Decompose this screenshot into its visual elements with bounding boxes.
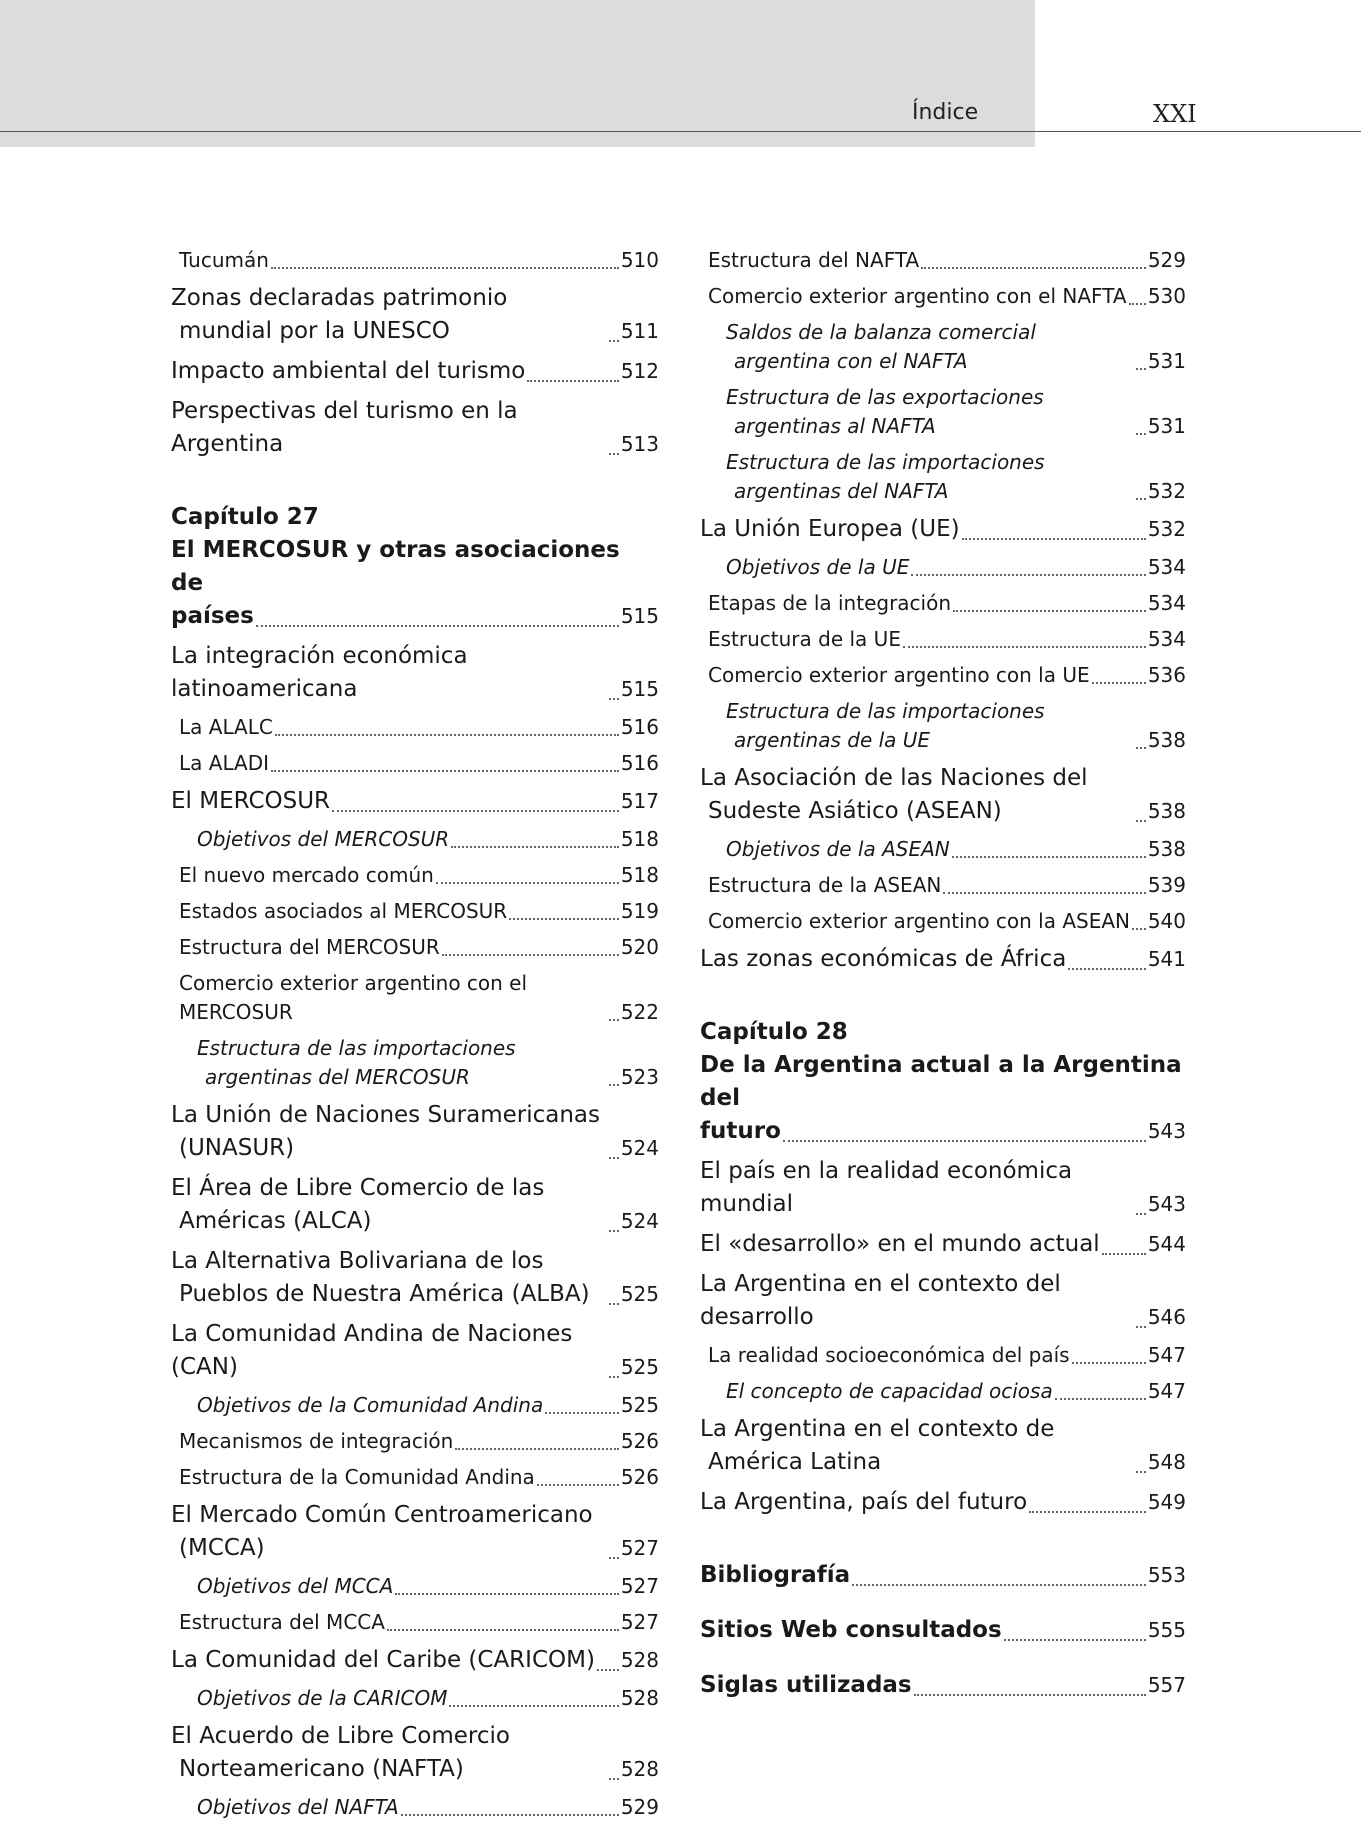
- toc-entry[interactable]: Estructura de las importaciones argentinas del MERCOSUR 523: [197, 1036, 659, 1089]
- toc-entry-acronyms[interactable]: Siglas utilizadas 557: [700, 1672, 1186, 1698]
- toc-entry-bibliography[interactable]: Bibliografía 553: [700, 1562, 1186, 1588]
- toc-entry[interactable]: Objetivos del NAFTA 529: [197, 1795, 659, 1819]
- header-band: [0, 0, 1035, 147]
- toc-entry[interactable]: Impacto ambiental del turismo 512: [171, 358, 659, 384]
- toc-entry[interactable]: Estructura del MERCOSUR 520: [179, 935, 659, 959]
- chapter-title-line: El MERCOSUR y otras asociaciones de: [171, 537, 620, 596]
- toc-entry[interactable]: Estructura del NAFTA 529: [708, 248, 1186, 272]
- toc-entry[interactable]: La Comunidad Andina de Naciones (CAN) 525: [171, 1321, 659, 1380]
- toc-entry[interactable]: Tucumán 510: [179, 248, 659, 272]
- toc-entry[interactable]: La Unión de Naciones Suramericanas (UNASUR) 524: [171, 1102, 659, 1161]
- chapter-label: Capítulo 28: [700, 1019, 848, 1045]
- toc-entry[interactable]: Estructura de la ASEAN 539: [708, 873, 1186, 897]
- toc-entry[interactable]: Estructura de la Comunidad Andina 526: [179, 1465, 659, 1489]
- toc-entry[interactable]: Objetivos del MERCOSUR 518: [197, 827, 659, 851]
- toc-entry[interactable]: Estructura del MCCA 527: [179, 1610, 659, 1634]
- running-header-page-number: XXI: [1153, 100, 1197, 128]
- toc-entry[interactable]: La integración económica latinoamericana 515: [171, 643, 659, 702]
- toc-entry[interactable]: Comercio exterior argentino con el NAFTA 530: [708, 284, 1186, 308]
- chapter-title-entry[interactable]: países 515: [171, 603, 659, 629]
- toc-entry[interactable]: La Comunidad del Caribe (CARICOM) 528: [171, 1647, 659, 1673]
- toc-entry[interactable]: Objetivos de la UE 534: [726, 555, 1186, 579]
- toc-entry[interactable]: El Área de Libre Comercio de las Américas (ALCA) 524: [171, 1175, 659, 1234]
- toc-entry[interactable]: Objetivos de la Comunidad Andina 525: [197, 1393, 659, 1417]
- toc-entry[interactable]: La realidad socioeconómica del país 547: [708, 1343, 1186, 1367]
- toc-entry[interactable]: El Mercado Común Centroamericano (MCCA) 527: [171, 1502, 659, 1561]
- toc-entry[interactable]: Comercio exterior argentino con el MERCOSUR 522: [179, 971, 659, 1024]
- toc-entry[interactable]: Objetivos de la ASEAN 538: [726, 837, 1186, 861]
- toc-entry[interactable]: La Unión Europea (UE) 532: [700, 516, 1186, 542]
- toc-entry[interactable]: La Alternativa Bolivariana de los Pueblos de Nuestra América (ALBA) 525: [171, 1248, 659, 1307]
- toc-entry[interactable]: Comercio exterior argentino con la ASEAN 540: [708, 909, 1186, 933]
- toc-entry[interactable]: El concepto de capacidad ociosa 547: [726, 1379, 1186, 1403]
- toc-entry[interactable]: Estructura de la UE 534: [708, 627, 1186, 651]
- chapter-label: Capítulo 27: [171, 504, 319, 530]
- toc-entry[interactable]: La Argentina en el contexto del desarrollo 546: [700, 1271, 1186, 1330]
- toc-entry[interactable]: Mecanismos de integración 526: [179, 1429, 659, 1453]
- toc-entry[interactable]: El Acuerdo de Libre Comercio Norteamericano (NAFTA) 528: [171, 1723, 659, 1782]
- chapter-title-entry[interactable]: futuro 543: [700, 1118, 1186, 1144]
- toc-entry[interactable]: La ALADI 516: [179, 751, 659, 775]
- chapter-title-line: De la Argentina actual a la Argentina del: [700, 1052, 1182, 1111]
- toc-entry[interactable]: Etapas de la integración 534: [708, 591, 1186, 615]
- toc-entry[interactable]: El nuevo mercado común 518: [179, 863, 659, 887]
- running-header-section: Índice: [912, 100, 979, 125]
- toc-entry[interactable]: Estructura de las importaciones argentinas del NAFTA 532: [726, 450, 1186, 503]
- toc-entry[interactable]: Estructura de las importaciones argentinas de la UE 538: [726, 699, 1186, 752]
- toc-column-left: [171, 246, 659, 1822]
- toc-entry[interactable]: Objetivos del MCCA 527: [197, 1574, 659, 1598]
- toc-entry[interactable]: La Asociación de las Naciones del Sudeste Asiático (ASEAN) 538: [700, 765, 1186, 824]
- toc-entry[interactable]: Estructura de las exportaciones argentinas al NAFTA 531: [726, 385, 1186, 438]
- toc-entry[interactable]: El «desarrollo» en el mundo actual 544: [700, 1231, 1186, 1257]
- toc-entry[interactable]: Saldos de la balanza comercial argentina con el NAFTA 531: [726, 320, 1186, 373]
- toc-entry-websites[interactable]: Sitios Web consultados 555: [700, 1617, 1186, 1643]
- toc-entry[interactable]: Perspectivas del turismo en la Argentina 513: [171, 398, 659, 457]
- toc-entry[interactable]: La ALALC 516: [179, 715, 659, 739]
- toc-entry[interactable]: El MERCOSUR 517: [171, 788, 659, 814]
- toc-entry[interactable]: Zonas declaradas patrimonio mundial por la UNESCO 511: [171, 285, 659, 344]
- toc-column-right: [700, 246, 1186, 1702]
- toc-entry[interactable]: Objetivos de la CARICOM 528: [197, 1686, 659, 1710]
- toc-entry[interactable]: La Argentina, país del futuro 549: [700, 1489, 1186, 1515]
- toc-entry[interactable]: Comercio exterior argentino con la UE 536: [708, 663, 1186, 687]
- toc-entry[interactable]: El país en la realidad económica mundial 543: [700, 1158, 1186, 1217]
- toc-entry[interactable]: La Argentina en el contexto de América Latina 548: [700, 1416, 1186, 1475]
- header-rule: [0, 131, 1361, 132]
- toc-entry[interactable]: Las zonas económicas de África 541: [700, 946, 1186, 972]
- toc-entry[interactable]: Estados asociados al MERCOSUR 519: [179, 899, 659, 923]
